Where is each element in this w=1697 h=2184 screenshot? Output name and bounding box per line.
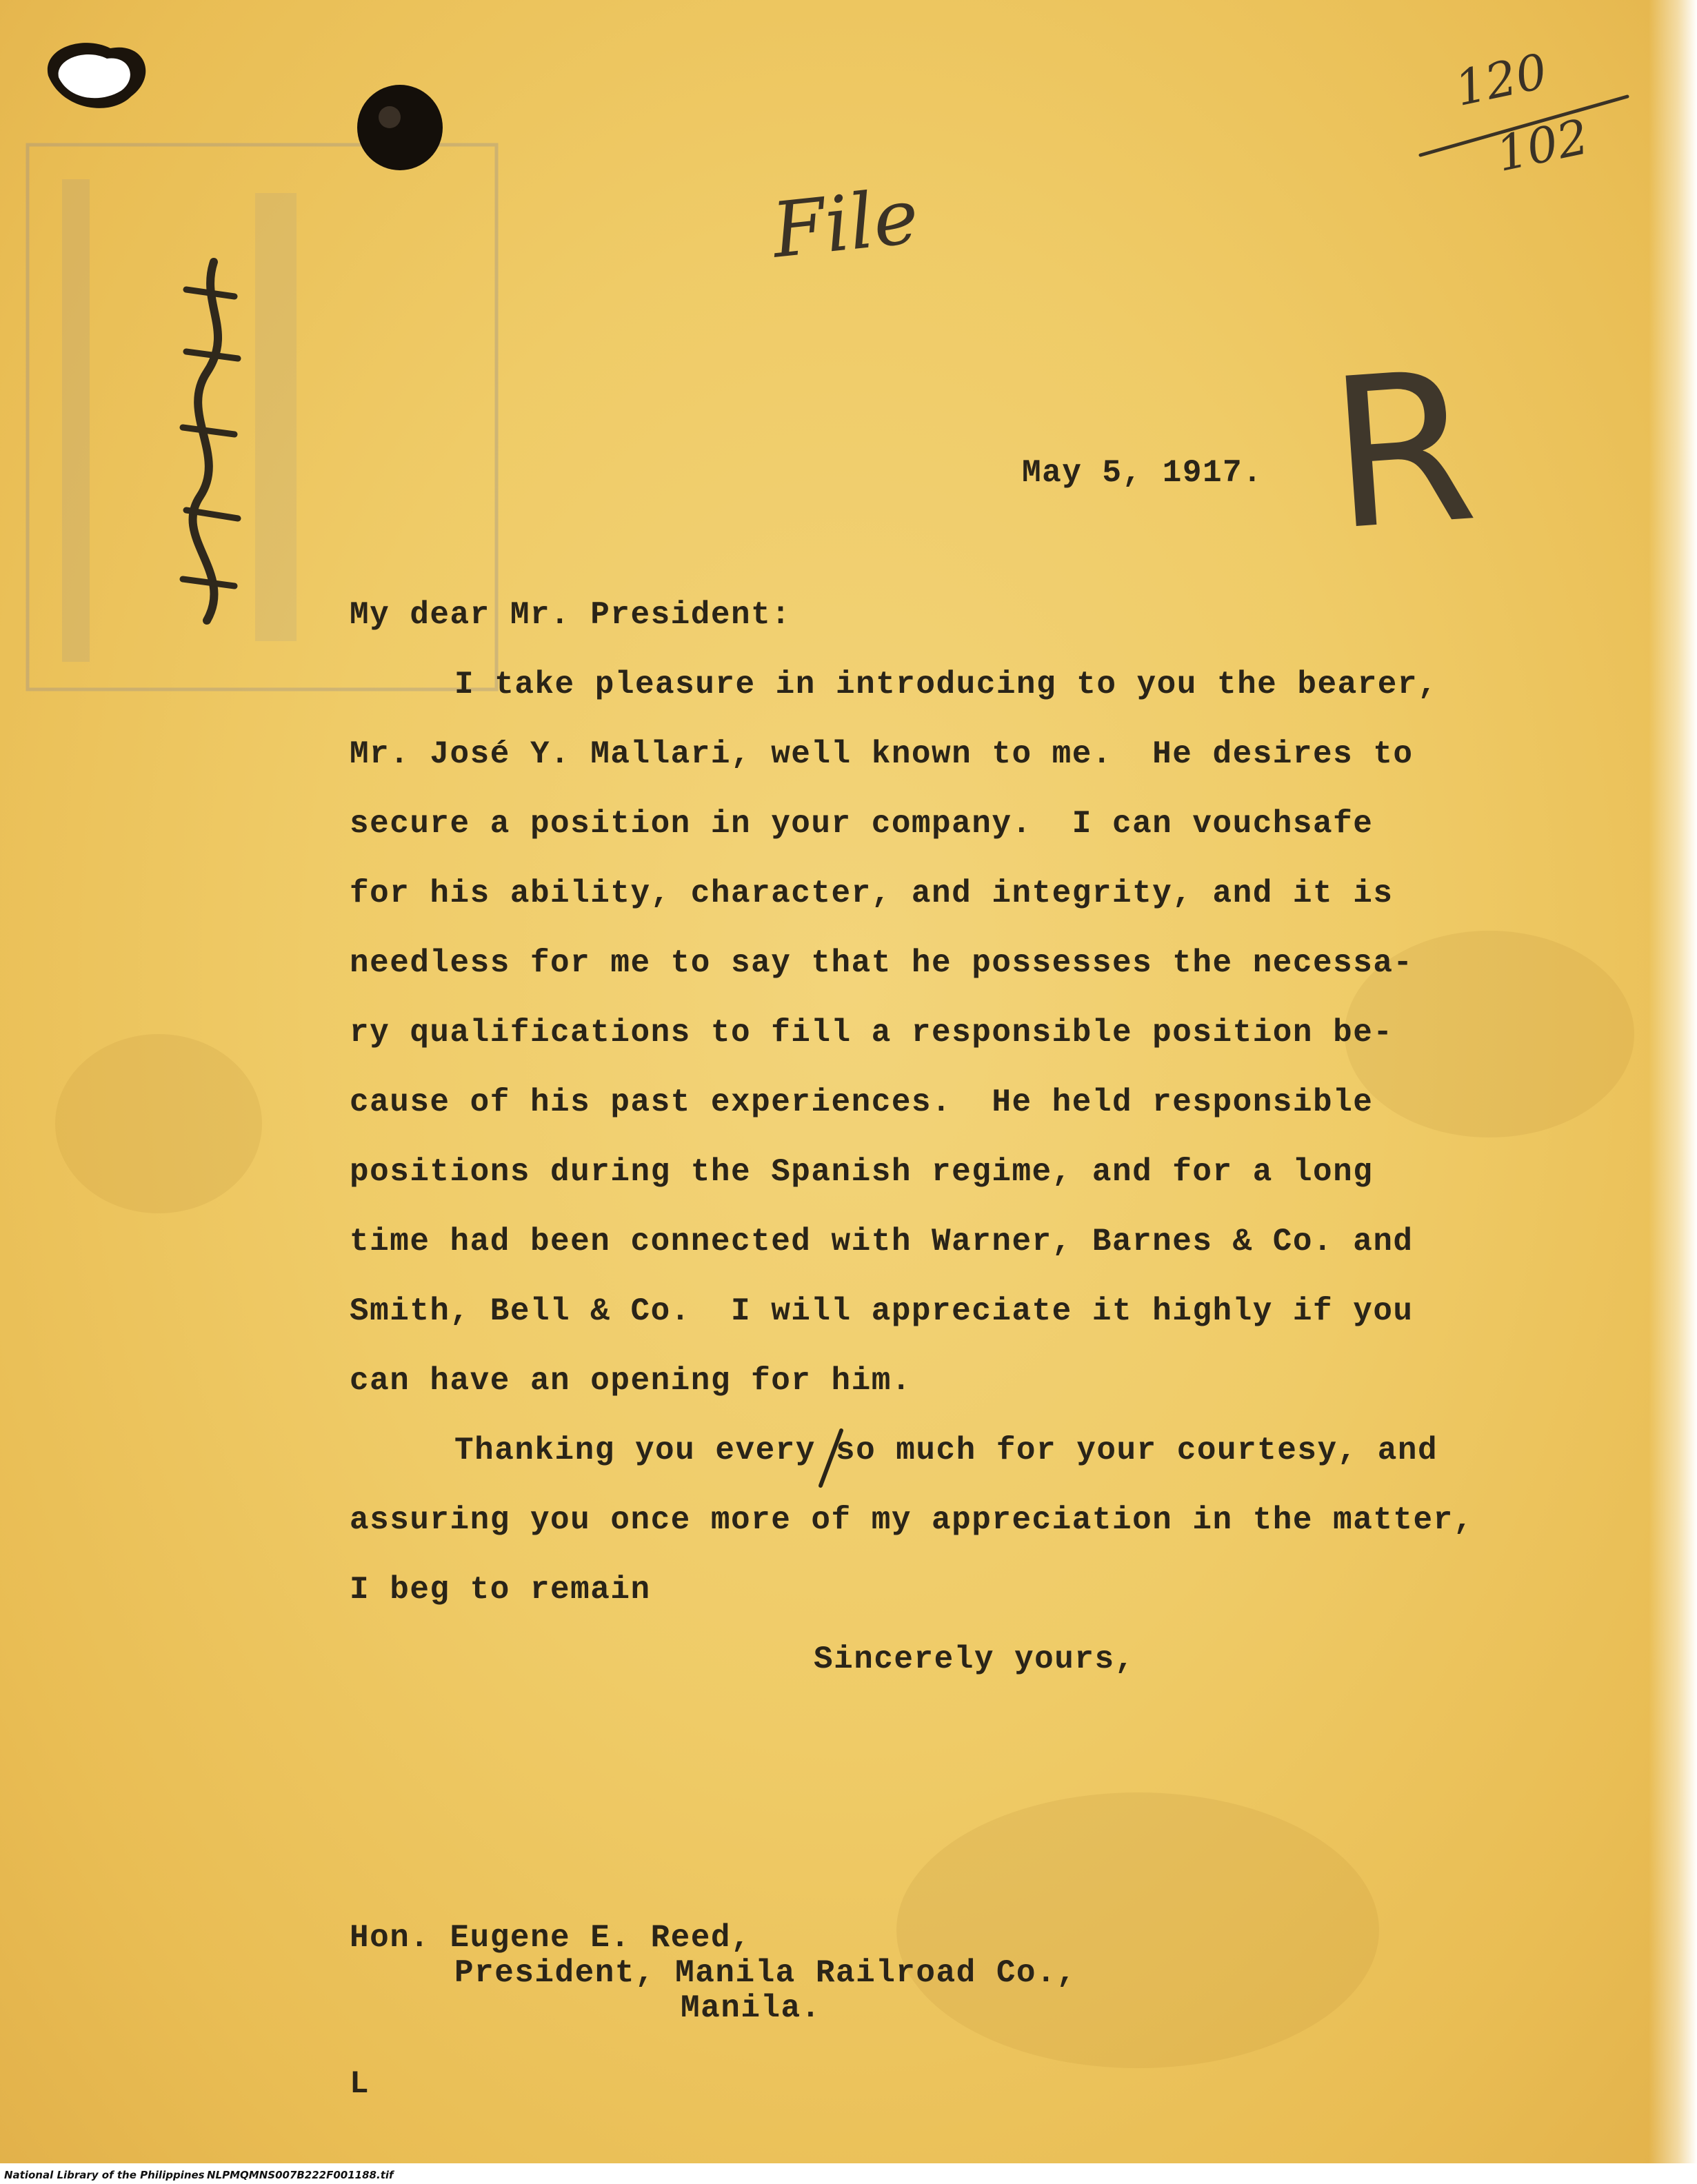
paragraph-1-line: I take pleasure in introducing to you the bearer,	[454, 667, 1438, 702]
typist-initial: L	[350, 2066, 370, 2102]
paragraph-2-line: assuring you once more of my appreciation in the matter,	[350, 1502, 1474, 1538]
paragraph-1-line: cause of his past experiences. He held responsible	[350, 1084, 1374, 1120]
rotated-signature-icon	[159, 248, 262, 648]
paragraph-1-line: time had been connected with Warner, Barnes & Co. and	[350, 1224, 1414, 1260]
salutation: My dear Mr. President:	[350, 597, 792, 633]
ink-blot-icon	[348, 76, 452, 179]
paragraph-1-line: secure a position in your company. I can vouchsafe	[350, 806, 1374, 842]
paragraph-1-line: can have an opening for him.	[350, 1363, 912, 1399]
pen-strike-icon	[810, 1427, 852, 1489]
footer-library: National Library of the Philippines	[4, 2169, 205, 2181]
paper-stain	[55, 1034, 262, 1213]
fraction-bottom: 102	[1491, 108, 1594, 183]
recipient-title: President, Manila Railroad Co.,	[454, 1955, 1077, 1991]
recipient-name: Hon. Eugene E. Reed,	[350, 1920, 752, 1956]
burn-hole-icon	[28, 28, 165, 124]
letter-date: May 5, 1917.	[1022, 455, 1263, 491]
paper-edge	[1649, 0, 1697, 2184]
paragraph-2-line: I beg to remain	[350, 1572, 651, 1608]
fraction-top: 120	[1449, 43, 1552, 117]
paragraph-1-line: needless for me to say that he possesses the necessa-	[350, 945, 1414, 981]
paragraph-1-line: for his ability, character, and integrity, and it is	[350, 876, 1394, 911]
initial-mark-r: R	[1323, 326, 1483, 576]
recipient-city: Manila.	[681, 1990, 821, 2026]
paper-stain	[896, 1792, 1379, 2068]
paragraph-1-line: Mr. José Y. Mallari, well known to me. He desires to	[350, 736, 1414, 772]
paragraph-1-line: positions during the Spanish regime, and for a long	[350, 1154, 1374, 1190]
paragraph-1-line: ry qualifications to fill a responsible position be-	[350, 1015, 1394, 1051]
paragraph-1-line: Smith, Bell & Co. I will appreciate it highly if you	[350, 1293, 1414, 1329]
paragraph-2-line: Thanking you every so much for your courtesy, and	[454, 1433, 1438, 1468]
closing: Sincerely yours,	[814, 1641, 1135, 1677]
file-annotation: File	[767, 172, 923, 275]
footer-file-id: NLPMQMNS007B222F001188.tif	[207, 2169, 394, 2181]
